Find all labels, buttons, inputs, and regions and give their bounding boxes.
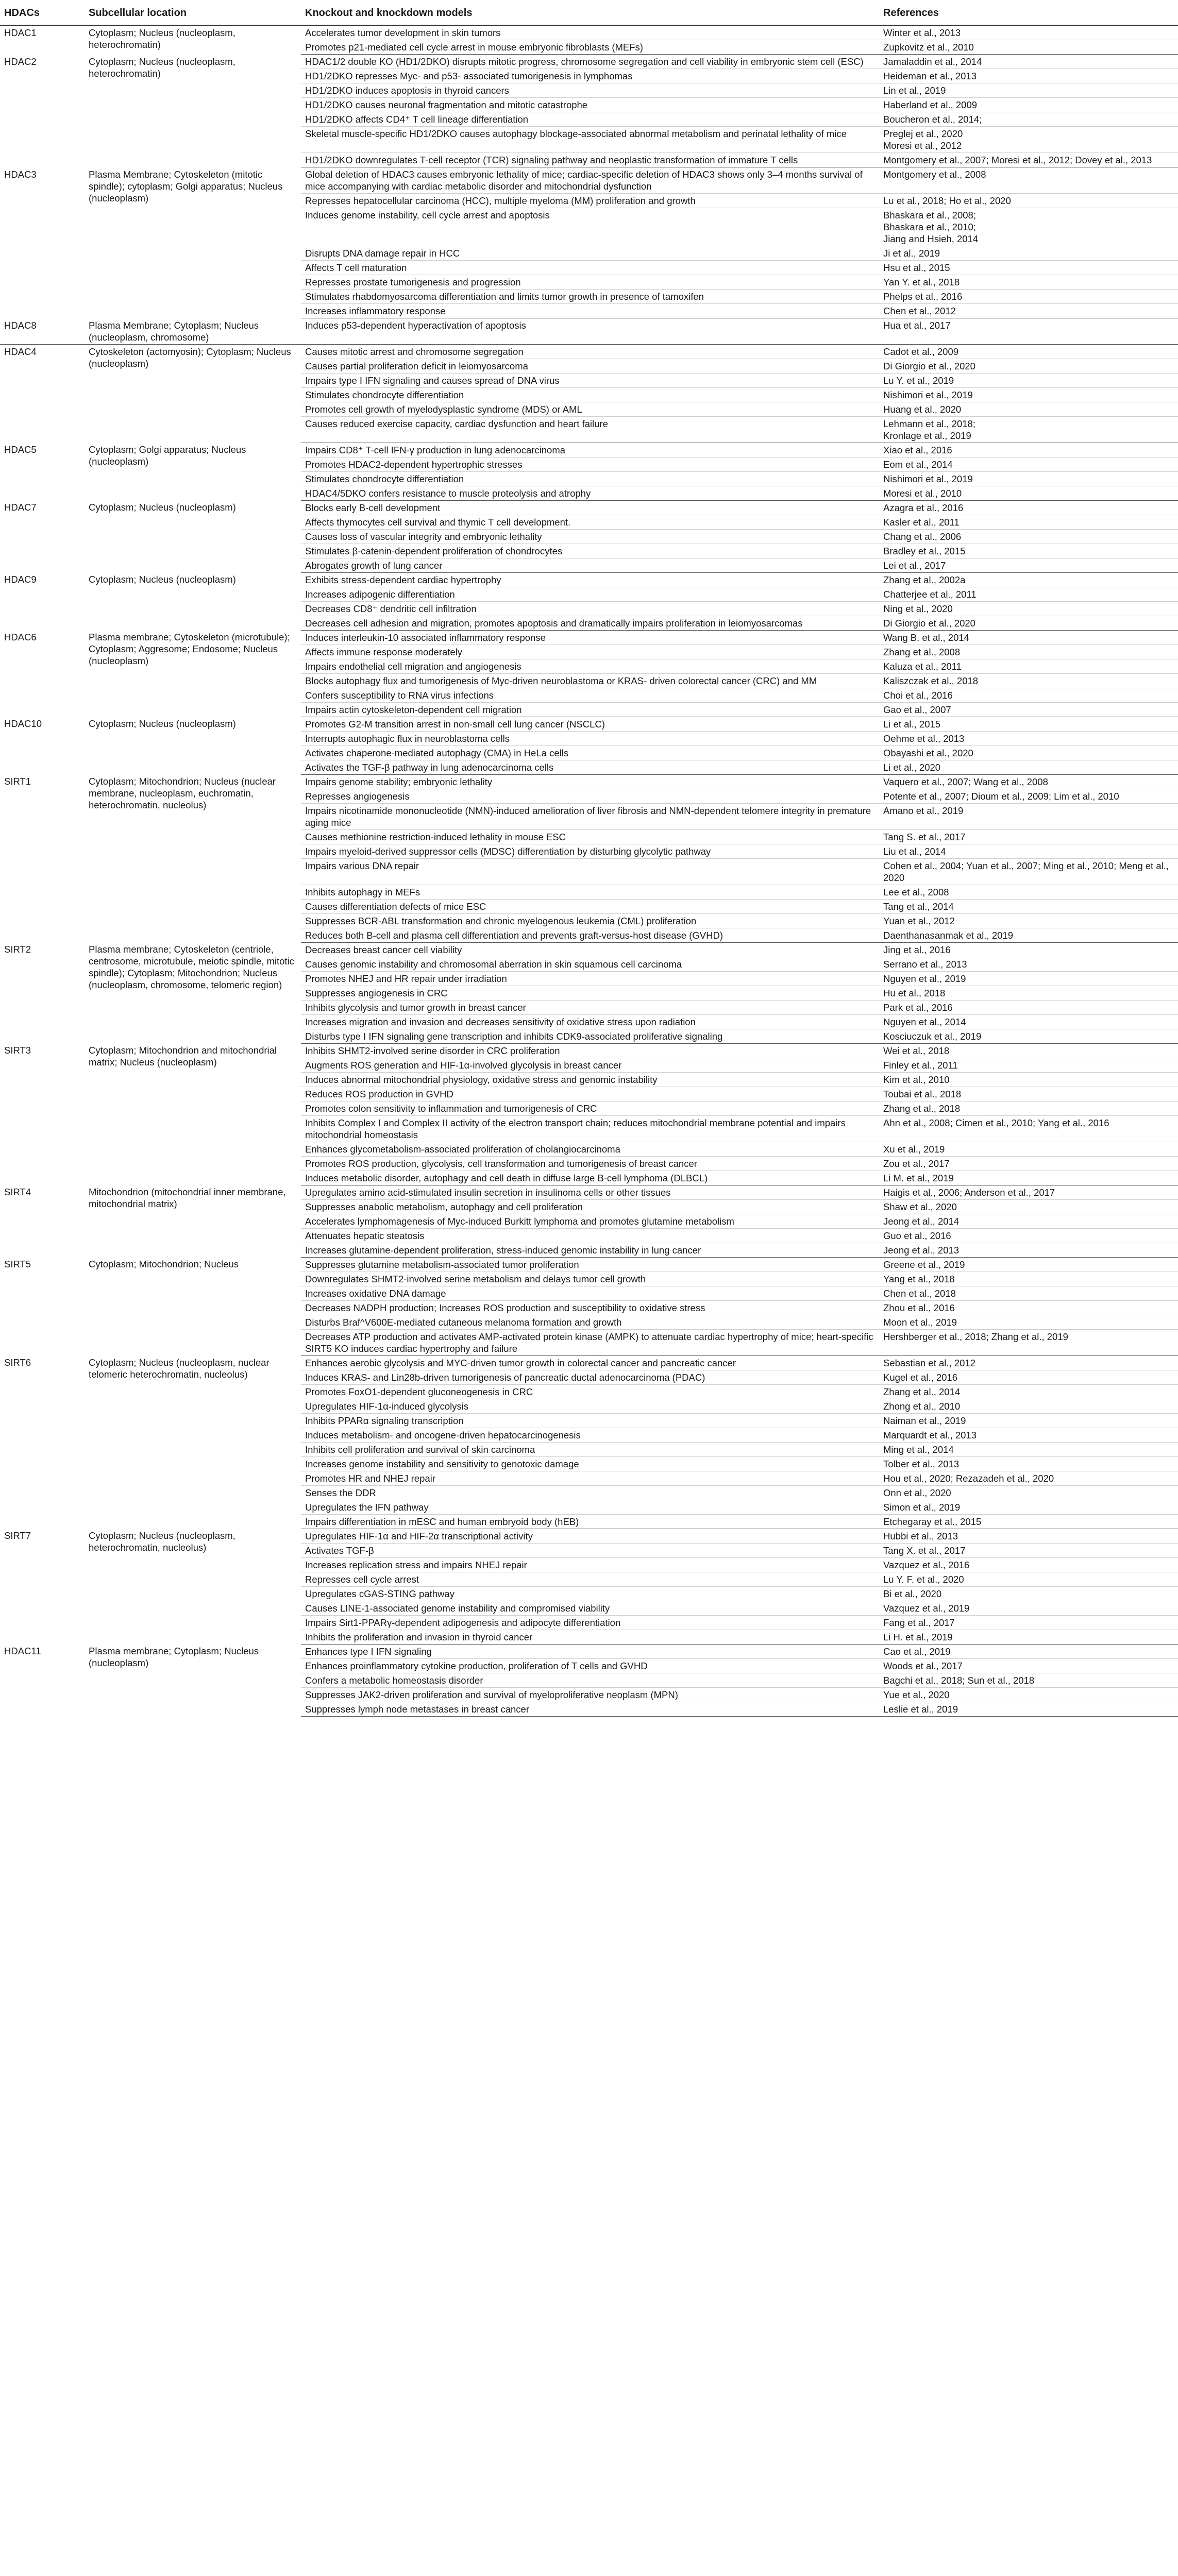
subcellular-location-cell: Mitochondrion (mitochondrial inner membrane, mitochondrial matrix): [89, 1187, 286, 1209]
subcellular-location-cell: Cytoplasm; Mitochondrion; Nucleus (nuclear membrane, nucleoplasm, euchromatin, heterochromatin, nucleolus): [89, 776, 276, 810]
reference-cell: Kasler et al., 2011: [879, 515, 1178, 529]
subcellular-location-cell: Plasma membrane; Cytoskeleton (centriole, centrosome, microtubule, meiotic spindle, mitotic spindle); Cytoplasm; Mitochondrion; Nucleus (nucleoplasm, chromosome, telomeric region): [89, 944, 294, 990]
model-cell: Decreases ATP production and activates AMP-activated protein kinase (AMPK) to attenuate cardiac hypertrophy of mice; heart-specific SIRT5 KO induces cardiac hypertrophy and failure: [301, 1329, 879, 1355]
reference-cell: Di Giorgio et al., 2020: [879, 616, 1178, 630]
subcellular-location-cell: Plasma Membrane; Cytoplasm; Nucleus (nucleoplasm, chromosome): [85, 318, 301, 345]
reference-cell: Tang S. et al., 2017: [879, 829, 1178, 844]
reference-cell: Kugel et al., 2016: [879, 1370, 1178, 1384]
hdac-name-cell: SIRT3: [4, 1045, 31, 1056]
model-cell: Increases inflammatory response: [301, 304, 879, 318]
reference-cell: Marquardt et al., 2013: [879, 1428, 1178, 1442]
table-header: [0, 3, 1178, 25]
model-cell: HD1/2DKO causes neuronal fragmentation and mitotic catastrophe: [301, 98, 879, 112]
model-cell: HDAC1/2 double KO (HD1/2DKO) disrupts mitotic progress, chromosome segregation and cell viability in embryonic stem cell (ESC): [301, 55, 879, 69]
reference-cell: Nguyen et al., 2014: [879, 1014, 1178, 1029]
model-cell: Promotes ROS production, glycolysis, cell transformation and tumorigenesis of breast cancer: [301, 1156, 879, 1171]
subcellular-location-cell: Cytoplasm; Golgi apparatus; Nucleus (nucleoplasm): [89, 444, 246, 467]
reference-cell: Yue et al., 2020: [879, 1687, 1178, 1702]
reference-cell: Nishimori et al., 2019: [879, 471, 1178, 486]
table-row: [0, 630, 1178, 645]
reference-cell: Eom et al., 2014: [879, 457, 1178, 471]
reference-cell: Hershberger et al., 2018; Zhang et al., 2019: [879, 1329, 1178, 1355]
reference-cell: Serrano et al., 2013: [879, 957, 1178, 971]
model-cell: Impairs nicotinamide mononucleotide (NMN)-induced amelioration of liver fibrosis and NMN-dependent telomere integrity in premature aging mice: [301, 803, 879, 829]
subcellular-location-cell: Cytoplasm; Nucleus (nucleoplasm, heterochromatin): [89, 56, 235, 79]
model-cell: Upregulates HIF-1α and HIF-2α transcriptional activity: [301, 1529, 879, 1543]
reference-cell: Etchegaray et al., 2015: [879, 1514, 1178, 1529]
hdac-name-cell: SIRT5: [4, 1259, 31, 1269]
reference-cell: Ning et al., 2020: [879, 601, 1178, 616]
hdac-name-cell: HDAC9: [4, 574, 37, 585]
model-cell: Decreases CD8⁺ dendritic cell infiltration: [301, 601, 879, 616]
reference-cell: Ji et al., 2019: [879, 246, 1178, 261]
model-cell: Inhibits glycolysis and tumor growth in breast cancer: [301, 1000, 879, 1014]
reference-cell: Chang et al., 2006: [879, 529, 1178, 544]
reference-cell: Kosciuczuk et al., 2019: [879, 1029, 1178, 1043]
model-cell: Causes differentiation defects of mice ESC: [301, 899, 879, 913]
model-cell: Causes loss of vascular integrity and embryonic lethality: [301, 529, 879, 544]
model-cell: Disturbs Braf^V600E-mediated cutaneous melanoma formation and growth: [301, 1315, 879, 1329]
model-cell: Impairs endothelial cell migration and angiogenesis: [301, 659, 879, 673]
subcellular-location-cell: Plasma membrane; Cytoskeleton (microtubule); Cytoplasm; Aggresome; Endosome; Nucleus (nucleoplasm): [89, 632, 290, 666]
model-cell: Affects thymocytes cell survival and thymic T cell development.: [301, 515, 879, 529]
model-cell: HD1/2DKO downregulates T-cell receptor (TCR) signaling pathway and neoplastic transformation of immature T cells: [301, 153, 879, 167]
model-cell: Inhibits PPARα signaling transcription: [301, 1413, 879, 1428]
reference-cell: Moon et al., 2019: [879, 1315, 1178, 1329]
model-cell: Decreases breast cancer cell viability: [301, 942, 879, 957]
subcellular-location-cell: Cytoplasm; Nucleus (nucleoplasm, heterochromatin): [89, 27, 235, 50]
reference-cell: Heideman et al., 2013: [879, 69, 1178, 83]
model-cell: Suppresses lymph node metastases in breast cancer: [301, 1702, 879, 1716]
reference-cell: Simon et al., 2019: [879, 1500, 1178, 1514]
model-cell: Stimulates rhabdomyosarcoma differentiation and limits tumor growth in presence of tamoxifen: [301, 290, 879, 304]
table-row: [0, 1043, 1178, 1058]
reference-cell: Bhaskara et al., 2008; Bhaskara et al., 2010; Jiang and Hsieh, 2014: [879, 208, 1178, 246]
model-cell: Induces genome instability, cell cycle arrest and apoptosis: [301, 208, 879, 246]
reference-cell: Bagchi et al., 2018; Sun et al., 2018: [879, 1673, 1178, 1687]
model-cell: Promotes cell growth of myelodysplastic syndrome (MDS) or AML: [301, 402, 879, 416]
model-cell: Upregulates cGAS-STING pathway: [301, 1586, 879, 1601]
model-cell: Causes genomic instability and chromosomal aberration in skin squamous cell carcinoma: [301, 957, 879, 971]
model-cell: Attenuates hepatic steatosis: [301, 1228, 879, 1243]
reference-cell: Hu et al., 2018: [879, 986, 1178, 1000]
reference-cell: Moresi et al., 2010: [879, 486, 1178, 500]
model-cell: Impairs differentiation in mESC and human embryoid body (hEB): [301, 1514, 879, 1529]
model-cell: Activates the TGF-β pathway in lung adenocarcinoma cells: [301, 760, 879, 774]
model-cell: Disrupts DNA damage repair in HCC: [301, 246, 879, 261]
model-cell: Impairs actin cytoskeleton-dependent cell migration: [301, 702, 879, 717]
hdac-name-cell: HDAC7: [4, 502, 37, 513]
model-cell: Increases migration and invasion and decreases sensitivity of oxidative stress upon radiation: [301, 1014, 879, 1029]
model-cell: Affects T cell maturation: [301, 261, 879, 275]
reference-cell: Kaluza et al., 2011: [879, 659, 1178, 673]
reference-cell: Bi et al., 2020: [879, 1586, 1178, 1601]
reference-cell: Park et al., 2016: [879, 1000, 1178, 1014]
reference-cell: Xiao et al., 2016: [879, 443, 1178, 457]
hdac-name-cell: HDAC8: [0, 318, 85, 345]
table-row: [0, 344, 1178, 359]
hdac-name-cell: SIRT1: [4, 776, 31, 787]
model-cell: Reduces both B-cell and plasma cell differentiation and prevents graft-versus-host disease (GVHD): [301, 928, 879, 942]
reference-cell: Oehme et al., 2013: [879, 731, 1178, 745]
reference-cell: Toubai et al., 2018: [879, 1087, 1178, 1101]
model-cell: Global deletion of HDAC3 causes embryonic lethality of mice; cardiac-specific deletion of HDAC3 shows only 3–4 months survival of mice accompanying with cardiac metabolic disorder and mitochondrial dysfunction: [301, 167, 879, 194]
table-row: [0, 167, 1178, 194]
model-cell: Accelerates tumor development in skin tumors: [301, 25, 879, 40]
reference-cell: Hou et al., 2020; Rezazadeh et al., 2020: [879, 1471, 1178, 1485]
reference-cell: Amano et al., 2019: [879, 803, 1178, 829]
model-cell: Blocks autophagy flux and tumorigenesis of Myc-driven neuroblastoma or KRAS- driven colorectal cancer (CRC) and MM: [301, 673, 879, 688]
reference-cell: Zou et al., 2017: [879, 1156, 1178, 1171]
reference-cell: Yuan et al., 2012: [879, 913, 1178, 928]
model-cell: Increases genome instability and sensitivity to genotoxic damage: [301, 1456, 879, 1471]
model-cell: Suppresses glutamine metabolism-associated tumor proliferation: [301, 1257, 879, 1272]
model-cell: Suppresses angiogenesis in CRC: [301, 986, 879, 1000]
model-cell: Increases glutamine-dependent proliferation, stress-induced genomic instability in lung cancer: [301, 1243, 879, 1257]
reference-cell: Boucheron et al., 2014;: [879, 112, 1178, 127]
reference-cell: Chen et al., 2018: [879, 1286, 1178, 1300]
model-cell: Inhibits cell proliferation and survival of skin carcinoma: [301, 1442, 879, 1456]
model-cell: Interrupts autophagic flux in neuroblastoma cells: [301, 731, 879, 745]
model-cell: Impairs Sirt1-PPARγ-dependent adipogenesis and adipocyte differentiation: [301, 1615, 879, 1630]
model-cell: Suppresses JAK2-driven proliferation and survival of myeloproliferative neoplasm (MPN): [301, 1687, 879, 1702]
model-cell: Abrogates growth of lung cancer: [301, 558, 879, 572]
reference-cell: Phelps et al., 2016: [879, 290, 1178, 304]
model-cell: Upregulates amino acid-stimulated insulin secretion in insulinoma cells or other tissues: [301, 1185, 879, 1199]
subcellular-location-cell: Cytoplasm; Nucleus (nucleoplasm): [89, 574, 236, 585]
reference-cell: Greene et al., 2019: [879, 1257, 1178, 1272]
reference-cell: Li et al., 2015: [879, 717, 1178, 731]
reference-cell: Jamaladdin et al., 2014: [879, 55, 1178, 69]
model-cell: HD1/2DKO represses Myc- and p53- associated tumorigenesis in lymphomas: [301, 69, 879, 83]
model-cell: HDAC4/5DKO confers resistance to muscle proteolysis and atrophy: [301, 486, 879, 500]
reference-cell: Huang et al., 2020: [879, 402, 1178, 416]
reference-cell: Guo et al., 2016: [879, 1228, 1178, 1243]
reference-cell: Nguyen et al., 2019: [879, 971, 1178, 986]
model-cell: Promotes p21-mediated cell cycle arrest in mouse embryonic fibroblasts (MEFs): [301, 40, 879, 55]
model-cell: Upregulates the IFN pathway: [301, 1500, 879, 1514]
reference-cell: Onn et al., 2020: [879, 1485, 1178, 1500]
header-row: [0, 3, 1178, 25]
model-cell: Impairs type I IFN signaling and causes spread of DNA virus: [301, 373, 879, 387]
table-row: [0, 1185, 1178, 1199]
model-cell: Increases replication stress and impairs NHEJ repair: [301, 1557, 879, 1572]
reference-cell: Vazquez et al., 2019: [879, 1601, 1178, 1615]
hdac-name-cell: HDAC6: [4, 632, 37, 642]
subcellular-location-cell: Cytoplasm; Nucleus (nucleoplasm): [89, 502, 236, 513]
model-cell: Causes methionine restriction-induced lethality in mouse ESC: [301, 829, 879, 844]
reference-cell: Lee et al., 2008: [879, 885, 1178, 899]
reference-cell: Wang B. et al., 2014: [879, 630, 1178, 645]
model-cell: Induces metabolic disorder, autophagy and cell death in diffuse large B-cell lymphoma (DLBCL): [301, 1171, 879, 1185]
reference-cell: Naiman et al., 2019: [879, 1413, 1178, 1428]
model-cell: Exhibits stress-dependent cardiac hypertrophy: [301, 572, 879, 587]
model-cell: Causes partial proliferation deficit in leiomyosarcoma: [301, 359, 879, 373]
header-models: Knockout and knockdown models: [301, 3, 879, 25]
reference-cell: Tolber et al., 2013: [879, 1456, 1178, 1471]
hdac-name-cell: SIRT4: [4, 1187, 31, 1197]
model-cell: Induces abnormal mitochondrial physiology, oxidative stress and genomic instability: [301, 1072, 879, 1087]
model-cell: Suppresses BCR-ABL transformation and chronic myelogenous leukemia (CML) proliferation: [301, 913, 879, 928]
reference-cell: Preglej et al., 2020 Moresi et al., 2012: [879, 127, 1178, 153]
model-cell: Causes LINE-1-associated genome instability and compromised viability: [301, 1601, 879, 1615]
reference-cell: Choi et al., 2016: [879, 688, 1178, 702]
reference-cell: Xu et al., 2019: [879, 1142, 1178, 1156]
reference-cell: Li M. et al., 2019: [879, 1171, 1178, 1185]
model-cell: Represses angiogenesis: [301, 789, 879, 803]
reference-cell: Montgomery et al., 2007; Moresi et al., 2012; Dovey et al., 2013: [879, 153, 1178, 167]
reference-cell: Hua et al., 2017: [879, 318, 1178, 345]
model-cell: Promotes FoxO1-dependent gluconeogenesis in CRC: [301, 1384, 879, 1399]
hdac-name-cell: HDAC1: [4, 27, 37, 38]
reference-cell: Finley et al., 2011: [879, 1058, 1178, 1072]
reference-cell: Zhang et al., 2002a: [879, 572, 1178, 587]
hdac-name-cell: SIRT7: [4, 1530, 31, 1541]
model-cell: Inhibits the proliferation and invasion in thyroid cancer: [301, 1630, 879, 1644]
reference-cell: Lin et al., 2019: [879, 83, 1178, 98]
table-row: [0, 1644, 1178, 1658]
reference-cell: Haberland et al., 2009: [879, 98, 1178, 112]
model-cell: Causes reduced exercise capacity, cardiac dysfunction and heart failure: [301, 416, 879, 443]
model-cell: Impairs CD8⁺ T-cell IFN-γ production in lung adenocarcinoma: [301, 443, 879, 457]
table-row: [0, 55, 1178, 69]
model-cell: Decreases NADPH production; Increases ROS production and susceptibility to oxidative stress: [301, 1300, 879, 1315]
header-references: References: [879, 3, 1178, 25]
reference-cell: Zupkovitz et al., 2010: [879, 40, 1178, 55]
model-cell: Stimulates chondrocyte differentiation: [301, 387, 879, 402]
table-row: [0, 443, 1178, 457]
reference-cell: Li H. et al., 2019: [879, 1630, 1178, 1644]
model-cell: Induces interleukin-10 associated inflammatory response: [301, 630, 879, 645]
hdac-name-cell: HDAC3: [4, 168, 37, 180]
model-cell: Skeletal muscle-specific HD1/2DKO causes autophagy blockage-associated abnormal metabolism and perinatal lethality of mice: [301, 127, 879, 153]
table-row: [0, 500, 1178, 515]
hdac-name-cell: HDAC11: [4, 1646, 41, 1656]
reference-cell: Yang et al., 2018: [879, 1272, 1178, 1286]
model-cell: Stimulates β-catenin-dependent proliferation of chondrocytes: [301, 544, 879, 558]
model-cell: Enhances type I IFN signaling: [301, 1644, 879, 1658]
reference-cell: Bradley et al., 2015: [879, 544, 1178, 558]
model-cell: Confers susceptibility to RNA virus infections: [301, 688, 879, 702]
model-cell: Represses hepatocellular carcinoma (HCC), multiple myeloma (MM) proliferation and growth: [301, 194, 879, 208]
hdac-name-cell: HDAC5: [4, 444, 37, 455]
model-cell: Blocks early B-cell development: [301, 500, 879, 515]
model-cell: Promotes colon sensitivity to inflammation and tumorigenesis of CRC: [301, 1101, 879, 1115]
reference-cell: Lu et al., 2018; Ho et al., 2020: [879, 194, 1178, 208]
reference-cell: Chen et al., 2012: [879, 304, 1178, 318]
table-row: [0, 25, 1178, 40]
reference-cell: Yan Y. et al., 2018: [879, 275, 1178, 290]
model-cell: HD1/2DKO affects CD4⁺ T cell lineage differentiation: [301, 112, 879, 127]
hdac-name-cell: HDAC4: [4, 346, 37, 357]
subcellular-location-cell: Plasma Membrane; Cytoskeleton (mitotic spindle); cytoplasm; Golgi apparatus; Nucleus (nucleoplasm): [89, 168, 283, 204]
header-hdacs: HDACs: [0, 3, 85, 25]
table-row: [0, 942, 1178, 957]
reference-cell: Lei et al., 2017: [879, 558, 1178, 572]
table-row: [0, 572, 1178, 587]
reference-cell: Shaw et al., 2020: [879, 1199, 1178, 1214]
table-row: [0, 1355, 1178, 1370]
reference-cell: Sebastian et al., 2012: [879, 1355, 1178, 1370]
model-cell: Promotes HR and NHEJ repair: [301, 1471, 879, 1485]
model-cell: Activates TGF-β: [301, 1543, 879, 1557]
table-row: [0, 1529, 1178, 1543]
reference-cell: Montgomery et al., 2008: [879, 167, 1178, 194]
reference-cell: Tang X. et al., 2017: [879, 1543, 1178, 1557]
model-cell: Increases adipogenic differentiation: [301, 587, 879, 601]
header-subcellular-location: Subcellular location: [85, 3, 301, 25]
model-cell: Increases oxidative DNA damage: [301, 1286, 879, 1300]
table-body: [0, 25, 1178, 1716]
hdac-name-cell: HDAC10: [4, 718, 42, 729]
model-cell: Represses cell cycle arrest: [301, 1572, 879, 1586]
hdac-name-cell: HDAC2: [4, 56, 37, 67]
reference-cell: Zhang et al., 2014: [879, 1384, 1178, 1399]
reference-cell: Vazquez et al., 2016: [879, 1557, 1178, 1572]
table-row: [0, 717, 1178, 731]
model-cell: Induces metabolism- and oncogene-driven hepatocarcinogenesis: [301, 1428, 879, 1442]
reference-cell: Woods et al., 2017: [879, 1658, 1178, 1673]
reference-cell: Jeong et al., 2014: [879, 1214, 1178, 1228]
reference-cell: Ming et al., 2014: [879, 1442, 1178, 1456]
model-cell: Decreases cell adhesion and migration, promotes apoptosis and dramatically impairs proliferation in leiomyosarcomas: [301, 616, 879, 630]
reference-cell: Wei et al., 2018: [879, 1043, 1178, 1058]
model-cell: Accelerates lymphomagenesis of Myc-induced Burkitt lymphoma and promotes glutamine metabolism: [301, 1214, 879, 1228]
subcellular-location-cell: Cytoplasm; Mitochondrion and mitochondrial matrix; Nucleus (nucleoplasm): [89, 1045, 277, 1067]
reference-cell: Hsu et al., 2015: [879, 261, 1178, 275]
reference-cell: Jing et al., 2016: [879, 942, 1178, 957]
reference-cell: Jeong et al., 2013: [879, 1243, 1178, 1257]
model-cell: Stimulates chondrocyte differentiation: [301, 471, 879, 486]
model-cell: Impairs myeloid-derived suppressor cells (MDSC) differentiation by disturbing glycolytic pathway: [301, 844, 879, 858]
subcellular-location-cell: Cytoplasm; Mitochondrion; Nucleus: [89, 1259, 239, 1269]
model-cell: Enhances aerobic glycolysis and MYC-driven tumor growth in colorectal cancer and pancreatic cancer: [301, 1355, 879, 1370]
model-cell: Causes mitotic arrest and chromosome segregation: [301, 344, 879, 359]
model-cell: Activates chaperone-mediated autophagy (CMA) in HeLa cells: [301, 745, 879, 760]
model-cell: Induces p53-dependent hyperactivation of apoptosis: [301, 318, 879, 345]
subcellular-location-cell: Cytoplasm; Nucleus (nucleoplasm, nuclear telomeric heterochromatin, nucleolus): [89, 1357, 270, 1380]
reference-cell: Lu Y. et al., 2019: [879, 373, 1178, 387]
model-cell: Inhibits autophagy in MEFs: [301, 885, 879, 899]
reference-cell: Cohen et al., 2004; Yuan et al., 2007; Ming et al., 2010; Meng et al., 2020: [879, 858, 1178, 885]
reference-cell: Li et al., 2020: [879, 760, 1178, 774]
reference-cell: Di Giorgio et al., 2020: [879, 359, 1178, 373]
reference-cell: Liu et al., 2014: [879, 844, 1178, 858]
reference-cell: Chatterjee et al., 2011: [879, 587, 1178, 601]
hdac-name-cell: SIRT2: [4, 944, 31, 955]
reference-cell: Nishimori et al., 2019: [879, 387, 1178, 402]
model-cell: Promotes G2-M transition arrest in non-small cell lung cancer (NSCLC): [301, 717, 879, 731]
reference-cell: Lu Y. F. et al., 2020: [879, 1572, 1178, 1586]
subcellular-location-cell: Cytoplasm; Nucleus (nucleoplasm, heterochromatin, nucleolus): [89, 1530, 235, 1553]
reference-cell: Tang et al., 2014: [879, 899, 1178, 913]
model-cell: Augments ROS generation and HIF-1α-involved glycolysis in breast cancer: [301, 1058, 879, 1072]
reference-cell: Kaliszczak et al., 2018: [879, 673, 1178, 688]
reference-cell: Kim et al., 2010: [879, 1072, 1178, 1087]
model-cell: Confers a metabolic homeostasis disorder: [301, 1673, 879, 1687]
model-cell: Enhances glycometabolism-associated proliferation of cholangiocarcinoma: [301, 1142, 879, 1156]
subcellular-location-cell: Cytoskeleton (actomyosin); Cytoplasm; Nucleus (nucleoplasm): [89, 346, 291, 369]
reference-cell: Ahn et al., 2008; Cimen et al., 2010; Yang et al., 2016: [879, 1115, 1178, 1142]
model-cell: Reduces ROS production in GVHD: [301, 1087, 879, 1101]
reference-cell: Obayashi et al., 2020: [879, 745, 1178, 760]
reference-cell: Lehmann et al., 2018; Kronlage et al., 2019: [879, 416, 1178, 443]
reference-cell: Leslie et al., 2019: [879, 1702, 1178, 1716]
reference-cell: Cadot et al., 2009: [879, 344, 1178, 359]
model-cell: Enhances proinflammatory cytokine production, proliferation of T cells and GVHD: [301, 1658, 879, 1673]
model-cell: Impairs genome stability; embryonic lethality: [301, 774, 879, 789]
reference-cell: Haigis et al., 2006; Anderson et al., 2017: [879, 1185, 1178, 1199]
subcellular-location-cell: Cytoplasm; Nucleus (nucleoplasm): [89, 718, 236, 729]
hdac-name-cell: SIRT6: [4, 1357, 31, 1368]
table-row: [0, 1257, 1178, 1272]
model-cell: Inhibits Complex I and Complex II activity of the electron transport chain; reduces mitochondrial membrane potential and impairs mitochondrial homeostasis: [301, 1115, 879, 1142]
reference-cell: Azagra et al., 2016: [879, 500, 1178, 515]
model-cell: Affects immune response moderately: [301, 645, 879, 659]
reference-cell: Vaquero et al., 2007; Wang et al., 2008: [879, 774, 1178, 789]
reference-cell: Zhang et al., 2018: [879, 1101, 1178, 1115]
model-cell: Promotes HDAC2-dependent hypertrophic stresses: [301, 457, 879, 471]
table-row: [0, 774, 1178, 789]
reference-cell: Cao et al., 2019: [879, 1644, 1178, 1658]
reference-cell: Zhong et al., 2010: [879, 1399, 1178, 1413]
model-cell: Inhibits SHMT2-involved serine disorder in CRC proliferation: [301, 1043, 879, 1058]
reference-cell: Fang et al., 2017: [879, 1615, 1178, 1630]
model-cell: Downregulates SHMT2-involved serine metabolism and delays tumor cell growth: [301, 1272, 879, 1286]
model-cell: Induces KRAS- and Lin28b-driven tumorigenesis of pancreatic ductal adenocarcinoma (PDAC): [301, 1370, 879, 1384]
subcellular-location-cell: Plasma membrane; Cytoplasm; Nucleus (nucleoplasm): [89, 1646, 259, 1668]
reference-cell: Hubbi et al., 2013: [879, 1529, 1178, 1543]
reference-cell: Potente et al., 2007; Dioum et al., 2009; Lim et al., 2010: [879, 789, 1178, 803]
model-cell: Impairs various DNA repair: [301, 858, 879, 885]
reference-cell: Winter et al., 2013: [879, 25, 1178, 40]
reference-cell: Zhang et al., 2008: [879, 645, 1178, 659]
model-cell: HD1/2DKO induces apoptosis in thyroid cancers: [301, 83, 879, 98]
reference-cell: Zhou et al., 2016: [879, 1300, 1178, 1315]
model-cell: Senses the DDR: [301, 1485, 879, 1500]
model-cell: Promotes NHEJ and HR repair under irradiation: [301, 971, 879, 986]
model-cell: Represses prostate tumorigenesis and progression: [301, 275, 879, 290]
hdac-knockout-table: [0, 3, 1178, 1717]
model-cell: Suppresses anabolic metabolism, autophagy and cell proliferation: [301, 1199, 879, 1214]
model-cell: Upregulates HIF-1α-induced glycolysis: [301, 1399, 879, 1413]
model-cell: Disturbs type I IFN signaling gene transcription and inhibits CDK9-associated proliferative signaling: [301, 1029, 879, 1043]
reference-cell: Daenthanasanmak et al., 2019: [879, 928, 1178, 942]
reference-cell: Gao et al., 2007: [879, 702, 1178, 717]
table-row: [0, 318, 1178, 345]
